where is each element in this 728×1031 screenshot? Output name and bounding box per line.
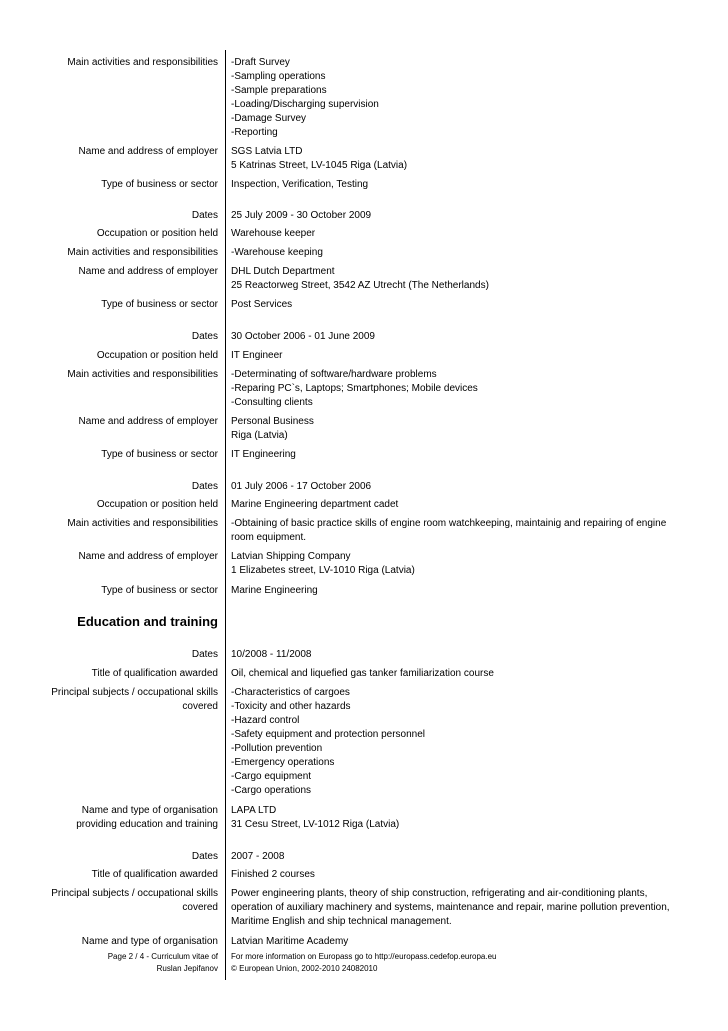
text-line: -Reparing PC`s, Laptops; Smartphones; Mobile devices [231, 383, 478, 394]
edu1-org-value [231, 804, 691, 832]
exp2-dates-text: 25 July 2009 - 30 October 2009 [231, 210, 372, 221]
exp2-employer-value [231, 265, 691, 293]
text-line: -Warehouse keeping [231, 247, 323, 258]
exp2-sector-label: Type of business or sector [101, 299, 218, 310]
text-line: -Draft Survey [231, 57, 290, 68]
exp3-occupation-value [231, 349, 691, 363]
text-line: -Toxicity and other hazards [231, 701, 351, 712]
exp2-activities-list [231, 246, 691, 260]
text-line: -Sampling operations [231, 71, 326, 82]
edu2-dates-label: Dates [191, 851, 218, 862]
text-line: -Sample preparations [231, 85, 327, 96]
edu2-subjects-list [231, 887, 691, 929]
exp3-occupation-text: IT Engineer [231, 350, 283, 361]
footer-europass-link-text: For more information on Europass go to http://europass.cedefop.europa.eu [231, 952, 497, 961]
exp3-dates-value [231, 330, 691, 344]
exp4-sector-label: Type of business or sector [101, 585, 218, 596]
text-line: -Cargo operations [231, 785, 312, 796]
exp4-sector-value [231, 584, 691, 598]
exp4-activities-label: Main activities and responsibilities [67, 518, 218, 529]
exp2-dates-label: Dates [191, 210, 218, 221]
exp1-sector-text: Inspection, Verification, Testing [231, 179, 369, 190]
exp1-employer-value [231, 145, 691, 173]
text-line: room equipment. [231, 532, 307, 543]
edu2-dates-text: 2007 - 2008 [231, 851, 285, 862]
edu1-subjects-list [231, 686, 691, 798]
exp2-sector-text: Post Services [231, 299, 293, 310]
text-line: Latvian Maritime Academy [231, 936, 349, 947]
text-line: SGS Latvia LTD [231, 146, 303, 157]
exp4-activities-list [231, 517, 691, 545]
footer-europass-info [231, 951, 691, 975]
edu2-title-label: Title of qualification awarded [91, 869, 218, 880]
text-line: -Emergency operations [231, 757, 335, 768]
exp1-activities-list [231, 56, 691, 140]
text-line: Riga (Latvia) [231, 430, 288, 441]
exp4-occupation-text: Marine Engineering department cadet [231, 499, 399, 510]
text-line: 25 Reactorweg Street, 3542 AZ Utrecht (The Netherlands) [231, 280, 489, 291]
exp3-dates-label: Dates [191, 331, 218, 342]
edu1-title-text: Oil, chemical and liquefied gas tanker familiarization course [231, 668, 494, 679]
edu1-org-label: Name and type of organisation providing education and training [76, 805, 218, 830]
text-line: 5 Katrinas Street, LV-1045 Riga (Latvia) [231, 160, 408, 171]
exp3-occupation-label: Occupation or position held [96, 350, 218, 361]
exp2-dates-value [231, 209, 691, 223]
exp4-employer-label: Name and address of employer [78, 551, 218, 562]
edu1-title-value [231, 667, 691, 681]
exp2-occupation-label: Occupation or position held [96, 228, 218, 239]
exp4-employer-value [231, 550, 691, 578]
footer-page-info: Page 2 / 4 - Curriculum vitae of Ruslan Jepifanov [107, 952, 218, 973]
text-line: -Hazard control [231, 715, 300, 726]
text-line: operation of auxiliary machinery and systems, maintenance and repair, marine pollution prevention, [231, 902, 670, 913]
exp1-employer-label: Name and address of employer [78, 146, 218, 157]
text-line: -Obtaining of basic practice skills of engine room watchkeeping, maintainig and repairing of engine [231, 518, 667, 529]
edu2-dates-value [231, 850, 691, 864]
text-line: Latvian Shipping Company [231, 551, 351, 562]
text-line: -Reporting [231, 127, 278, 138]
text-line: 31 Cesu Street, LV-1012 Riga (Latvia) [231, 819, 400, 830]
text-line: -Consulting clients [231, 397, 313, 408]
edu1-title-label: Title of qualification awarded [91, 668, 218, 679]
text-line: 1 Elizabetes street, LV-1010 Riga (Latvia) [231, 565, 415, 576]
exp1-sector-label: Type of business or sector [101, 179, 218, 190]
edu2-title-value [231, 868, 691, 882]
exp4-occupation-label: Occupation or position held [96, 499, 218, 510]
edu1-dates-value [231, 648, 691, 662]
text-line: Personal Business [231, 416, 314, 427]
exp3-sector-label: Type of business or sector [101, 449, 218, 460]
text-line: -Characteristics of cargoes [231, 687, 350, 698]
text-line: LAPA LTD [231, 805, 277, 816]
text-line: -Loading/Discharging supervision [231, 99, 379, 110]
exp3-sector-text: IT Engineering [231, 449, 296, 460]
edu2-subjects-label: Principal subjects / occupational skills covered [51, 888, 218, 913]
exp2-activities-label: Main activities and responsibilities [67, 247, 218, 258]
exp3-employer-label: Name and address of employer [78, 416, 218, 427]
edu1-dates-label: Dates [191, 649, 218, 660]
exp4-dates-label: Dates [191, 481, 218, 492]
exp4-sector-text: Marine Engineering [231, 585, 318, 596]
exp2-sector-value [231, 298, 691, 312]
column-divider [225, 50, 226, 980]
edu2-org-label: Name and type of organisation [81, 936, 218, 947]
exp2-employer-label: Name and address of employer [78, 266, 218, 277]
exp4-occupation-value [231, 498, 691, 512]
text-line: DHL Dutch Department [231, 266, 335, 277]
text-line: Maritime English and ship technical management. [231, 916, 452, 927]
exp2-occupation-text: Warehouse keeper [231, 228, 316, 239]
edu2-org-value [231, 935, 691, 949]
exp1-activities-label: Main activities and responsibilities [67, 57, 218, 68]
exp3-employer-value [231, 415, 691, 443]
edu1-subjects-label: Principal subjects / occupational skills covered [51, 687, 218, 712]
exp3-activities-list [231, 368, 691, 410]
exp2-occupation-value [231, 227, 691, 241]
edu2-title-text: Finished 2 courses [231, 869, 315, 880]
exp3-activities-label: Main activities and responsibilities [67, 369, 218, 380]
footer-copyright: © European Union, 2002-2010 24082010 [231, 964, 378, 973]
edu1-dates-text: 10/2008 - 11/2008 [231, 649, 312, 660]
exp3-dates-text: 30 October 2006 - 01 June 2009 [231, 331, 375, 342]
text-line: Power engineering plants, theory of ship construction, refrigerating and air-conditioning plants, [231, 888, 648, 899]
text-line: -Determinating of software/hardware problems [231, 369, 437, 380]
text-line: -Cargo equipment [231, 771, 312, 782]
text-line: -Pollution prevention [231, 743, 323, 754]
exp3-sector-value [231, 448, 691, 462]
exp4-dates-value [231, 480, 691, 494]
text-line: -Safety equipment and protection personnel [231, 729, 426, 740]
exp4-dates-text: 01 July 2006 - 17 October 2006 [231, 481, 372, 492]
text-line: -Damage Survey [231, 113, 307, 124]
exp1-sector-value [231, 178, 691, 192]
education-heading: Education and training [77, 614, 218, 629]
